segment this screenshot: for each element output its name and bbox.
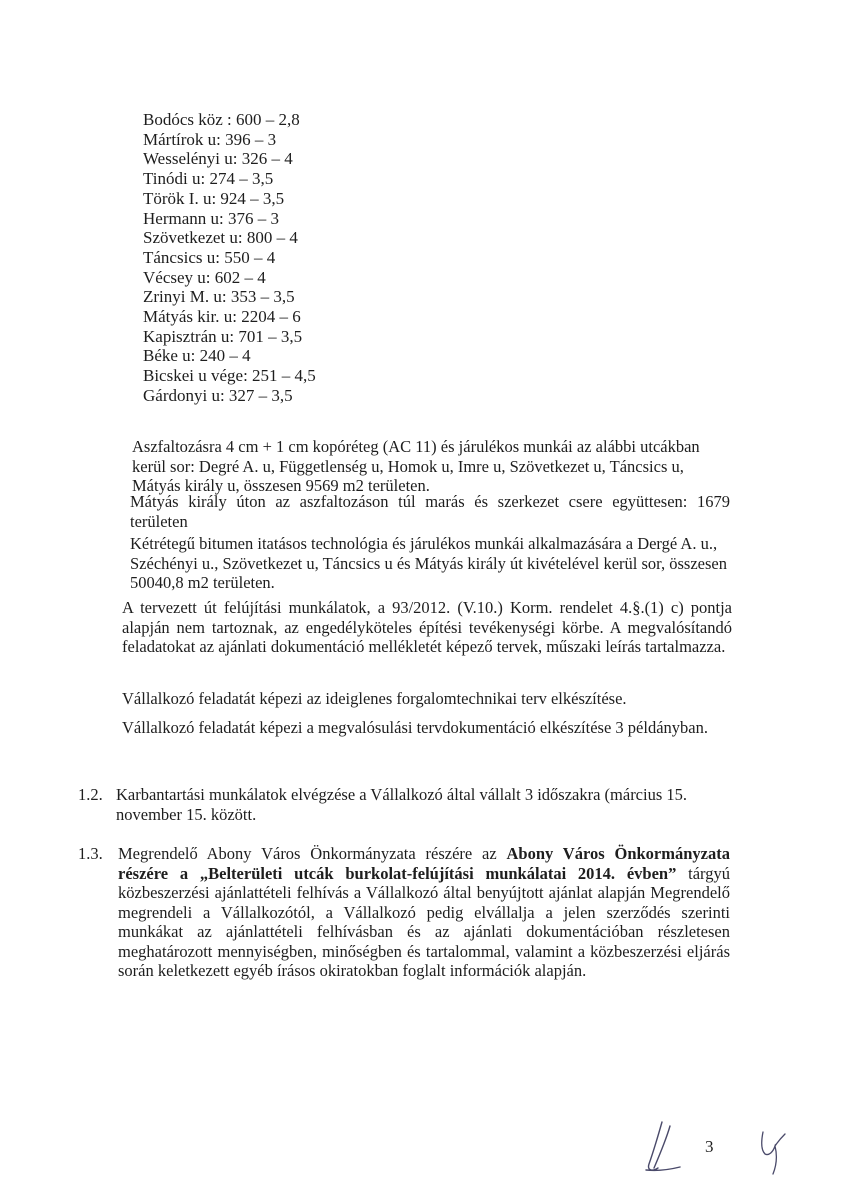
documentation-paragraph: Vállalkozó feladatát képezi a megvalósulási tervdokumentáció elkészítése 3 példányban. [122, 718, 708, 737]
street-item: Vécsey u: 602 – 4 [143, 267, 266, 287]
initials-mark-icon [755, 1126, 789, 1178]
contract-subject-paragraph [118, 844, 730, 981]
street-item: Wesselényi u: 326 – 4 [143, 149, 293, 169]
planned-works-paragraph: A tervezett út felújítási munkálatok, a 93/2012. (V.10.) Korm. rendelet 4.§.(1) c) pontja alapján nem tartoznak, az engedélyköteles építési tevékenységi körbe. A megvalósítandó feladatokat az ajánlati dokumentáció mellékletét képező tervek, műszaki leírás tartalmazza. [122, 598, 732, 656]
street-item: Mátyás kir. u: 2204 – 6 [143, 307, 301, 327]
page-number: 3 [705, 1137, 714, 1156]
street-item: Zrinyi M. u: 353 – 3,5 [143, 287, 295, 307]
street-item: Tinódi u: 274 – 3,5 [143, 169, 274, 189]
asphalt-paragraph: Aszfaltozásra 4 cm + 1 cm kopóréteg (AC 11) és járulékos munkái az alábbi utcákban kerül sor: Degré A. u, Függetlenség u, Homok u, Imre u, Szövetkezet u, Táncsics u, Mátyás király u, összesen 9569 m2 területen. [132, 437, 700, 495]
street-item: Bicskei u vége: 251 – 4,5 [143, 366, 316, 386]
initials-signature-icon [640, 1118, 690, 1178]
contract-text-end: tárgyú közbeszerzési ajánlattételi felhívás a Vállalkozó által benyújtott ajánlat alapján Megrendelő megrendeli a Vállalkozótól, a Vállalkozó pedig elvállalja a jelen szerződés szerinti munkákat az ajánlattételi felhívásban és az ajánlati dokumentációban részletesen meghatározott mennyiségben, minőségben és tartalommal, valamint a közbeszerzési eljárás során keletkezett egyéb írásos okiratokban foglalt információk alapján. [118, 863, 730, 980]
street-item: Bodócs köz : 600 – 2,8 [143, 110, 300, 129]
maintenance-paragraph: Karbantartási munkálatok elvégzése a Vállalkozó által vállalt 3 időszakra (március 15. november 15. között. [116, 785, 688, 824]
tender-title: Abony Város Önkormányzata részére a „Belterületi utcák burkolat-felújítási munkálatai 2014. évben” [118, 844, 730, 883]
street-item: Béke u: 240 – 4 [143, 346, 251, 366]
section-number: 1.3. [78, 844, 103, 863]
street-item: Hermann u: 376 – 3 [143, 208, 279, 228]
street-item: Szövetkezet u: 800 – 4 [143, 228, 298, 248]
traffic-plan-paragraph: Vállalkozó feladatát képezi az ideiglenes forgalomtechnikai terv elkészítése. [122, 689, 627, 708]
contract-text-start: Megrendelő Abony Város Önkormányzata részére az [118, 844, 507, 863]
street-list [143, 110, 316, 406]
matyas-paragraph: Mátyás király úton az aszfaltozáson túl marás és szerkezet csere együttesen: 1679 területen [130, 492, 730, 531]
street-item: Táncsics u: 550 – 4 [143, 247, 276, 267]
bitumen-paragraph: Kétrétegű bitumen itatásos technológia és járulékos munkái alkalmazására a Dergé A. u., Széchényi u., Szövetkezet u, Táncsics u és Mátyás király út kivételével kerül sor, összesen 50040,8 m2 területen. [130, 534, 727, 592]
section-number: 1.2. [78, 785, 103, 804]
street-item: Gárdonyi u: 327 – 3,5 [143, 385, 293, 405]
street-item: Mártírok u: 396 – 3 [143, 129, 277, 149]
street-item: Török I. u: 924 – 3,5 [143, 188, 285, 208]
street-item: Kapisztrán u: 701 – 3,5 [143, 326, 303, 346]
